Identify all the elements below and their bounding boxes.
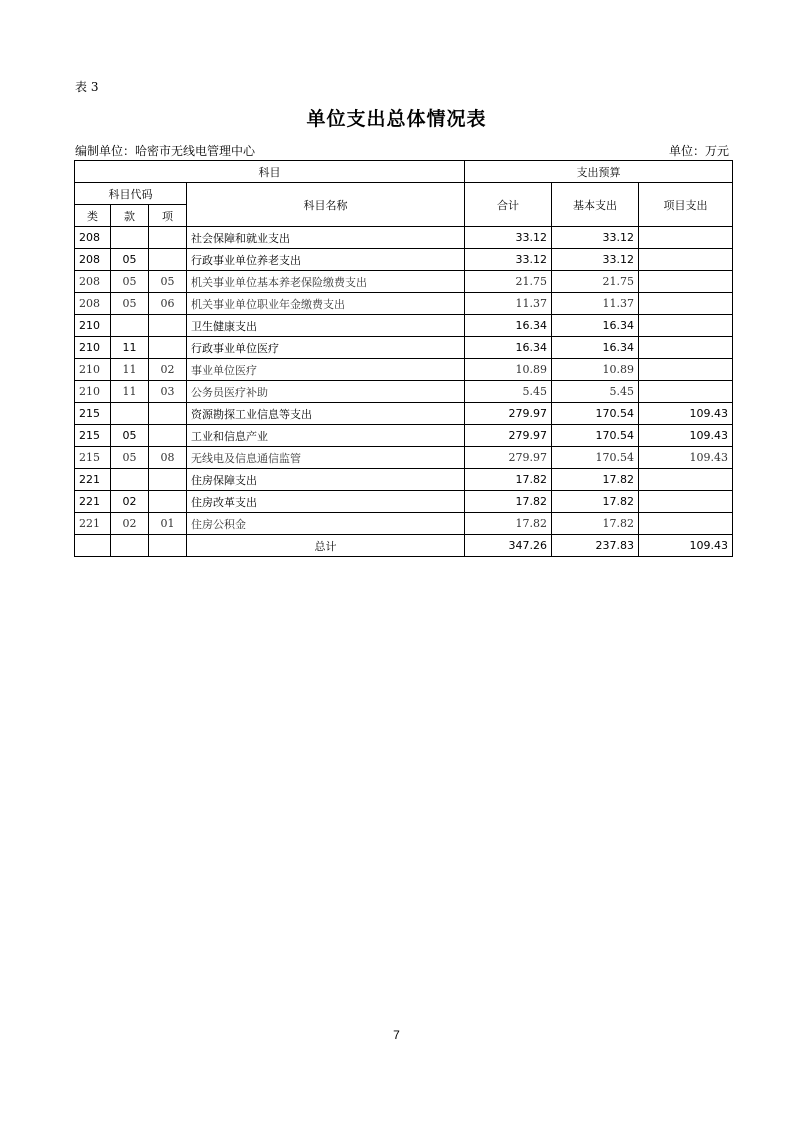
- table-row: [75, 337, 733, 359]
- table-number: 表 3: [75, 80, 99, 94]
- cell-total: 279.97: [465, 425, 552, 447]
- cell-kuan: 05: [111, 293, 149, 315]
- cell-lei: 221: [75, 513, 111, 535]
- cell-project: [639, 359, 733, 381]
- cell-kuan: [111, 469, 149, 491]
- cell-total: 33.12: [465, 249, 552, 271]
- table-row: [75, 403, 733, 425]
- cell-total: 17.82: [465, 491, 552, 513]
- cell-xiang: [149, 469, 187, 491]
- header-row-1: [75, 161, 733, 183]
- cell-xiang: [149, 315, 187, 337]
- cell-basic: 170.54: [552, 447, 639, 469]
- cell-lei: 208: [75, 293, 111, 315]
- cell-lei: 215: [75, 403, 111, 425]
- cell-project: 109.43: [639, 403, 733, 425]
- cell-total: 11.37: [465, 293, 552, 315]
- cell-total: 21.75: [465, 271, 552, 293]
- cell-xiang: [149, 227, 187, 249]
- page-title: 单位支出总体情况表: [306, 108, 487, 130]
- table-row: [75, 491, 733, 513]
- cell-xiang: 05: [149, 271, 187, 293]
- cell-total: 279.97: [465, 403, 552, 425]
- cell-basic: 16.34: [552, 337, 639, 359]
- header-xiang: 项: [149, 205, 187, 227]
- cell-kuan: [111, 315, 149, 337]
- cell-basic: 17.82: [552, 513, 639, 535]
- cell-basic: 11.37: [552, 293, 639, 315]
- cell-project: [639, 381, 733, 403]
- cell-xiang: 08: [149, 447, 187, 469]
- cell-kuan: 11: [111, 337, 149, 359]
- cell-basic: 170.54: [552, 425, 639, 447]
- header-project: 项目支出: [639, 183, 733, 227]
- cell-lei: 210: [75, 359, 111, 381]
- cell-lei: 210: [75, 315, 111, 337]
- cell-kuan: 05: [111, 447, 149, 469]
- cell-project: [639, 469, 733, 491]
- header-lei: 类: [75, 205, 111, 227]
- cell-basic: 33.12: [552, 249, 639, 271]
- cell-total: 10.89: [465, 359, 552, 381]
- cell-name: 卫生健康支出: [187, 315, 465, 337]
- cell-kuan: [111, 403, 149, 425]
- cell-name: 事业单位医疗: [187, 359, 465, 381]
- cell-xiang: [149, 403, 187, 425]
- cell-xiang: 02: [149, 359, 187, 381]
- cell-kuan: 02: [111, 491, 149, 513]
- page-number: 7: [393, 1028, 400, 1042]
- cell-xiang: [149, 337, 187, 359]
- header-code: 科目代码: [75, 183, 187, 205]
- cell-total: 5.45: [465, 381, 552, 403]
- cell-project: [639, 315, 733, 337]
- cell-basic: 17.82: [552, 491, 639, 513]
- table-row: [75, 469, 733, 491]
- header-subject: 科目: [75, 161, 465, 183]
- cell-basic: 17.82: [552, 469, 639, 491]
- cell-name: 工业和信息产业: [187, 425, 465, 447]
- cell-name: 住房改革支出: [187, 491, 465, 513]
- compiling-unit: 编制单位：哈密市无线电管理中心: [75, 144, 256, 158]
- cell-xiang: [149, 249, 187, 271]
- cell-kuan: 05: [111, 425, 149, 447]
- table-row: [75, 447, 733, 469]
- cell-lei: 215: [75, 425, 111, 447]
- cell-project: 109.43: [639, 425, 733, 447]
- cell-name: 公务员医疗补助: [187, 381, 465, 403]
- cell-kuan: 05: [111, 249, 149, 271]
- header-total: 合计: [465, 183, 552, 227]
- cell-total: 279.97: [465, 447, 552, 469]
- cell-total: 17.82: [465, 513, 552, 535]
- cell-name: 机关事业单位职业年金缴费支出: [187, 293, 465, 315]
- cell-lei: 208: [75, 227, 111, 249]
- cell-xiang: 06: [149, 293, 187, 315]
- cell-lei: 221: [75, 491, 111, 513]
- cell-kuan: [111, 227, 149, 249]
- expenditure-table: [74, 160, 733, 557]
- cell-name: 行政事业单位养老支出: [187, 249, 465, 271]
- cell-basic: 16.34: [552, 315, 639, 337]
- table-row: [75, 381, 733, 403]
- table-row: [75, 227, 733, 249]
- grand-total-sum: 347.26: [465, 535, 552, 557]
- cell-project: [639, 293, 733, 315]
- cell-lei: 208: [75, 271, 111, 293]
- cell-name: 资源勘探工业信息等支出: [187, 403, 465, 425]
- cell-xiang: [149, 491, 187, 513]
- table-row: [75, 293, 733, 315]
- cell-kuan: 05: [111, 271, 149, 293]
- cell-basic: 170.54: [552, 403, 639, 425]
- cell-lei: 208: [75, 249, 111, 271]
- cell-basic: 21.75: [552, 271, 639, 293]
- header-row-2: [75, 183, 733, 205]
- cell-project: [639, 249, 733, 271]
- cell-kuan: 02: [111, 513, 149, 535]
- cell-xiang: 01: [149, 513, 187, 535]
- currency-unit: 单位：万元: [668, 144, 729, 158]
- cell-project: [639, 491, 733, 513]
- cell-lei: 210: [75, 337, 111, 359]
- cell-project: [639, 271, 733, 293]
- cell-project: [639, 337, 733, 359]
- grand-total-row: [75, 535, 733, 557]
- cell-empty: [75, 535, 111, 557]
- cell-xiang: [149, 425, 187, 447]
- cell-name: 无线电及信息通信监管: [187, 447, 465, 469]
- grand-total-project: 109.43: [639, 535, 733, 557]
- table-row: [75, 513, 733, 535]
- cell-lei: 215: [75, 447, 111, 469]
- table-row: [75, 359, 733, 381]
- cell-project: [639, 513, 733, 535]
- table-row: [75, 249, 733, 271]
- cell-project: [639, 227, 733, 249]
- cell-total: 17.82: [465, 469, 552, 491]
- cell-total: 16.34: [465, 337, 552, 359]
- table-row: [75, 315, 733, 337]
- cell-name: 住房保障支出: [187, 469, 465, 491]
- cell-kuan: 11: [111, 359, 149, 381]
- cell-basic: 10.89: [552, 359, 639, 381]
- cell-empty: [149, 535, 187, 557]
- cell-name: 住房公积金: [187, 513, 465, 535]
- cell-name: 机关事业单位基本养老保险缴费支出: [187, 271, 465, 293]
- cell-xiang: 03: [149, 381, 187, 403]
- header-budget: 支出预算: [465, 161, 733, 183]
- cell-basic: 33.12: [552, 227, 639, 249]
- table-row: [75, 271, 733, 293]
- cell-total: 16.34: [465, 315, 552, 337]
- grand-total-label: 总计: [187, 535, 465, 557]
- grand-total-basic: 237.83: [552, 535, 639, 557]
- header-basic: 基本支出: [552, 183, 639, 227]
- header-name: 科目名称: [187, 183, 465, 227]
- table-row: [75, 425, 733, 447]
- cell-name: 社会保障和就业支出: [187, 227, 465, 249]
- cell-lei: 210: [75, 381, 111, 403]
- cell-empty: [111, 535, 149, 557]
- header-kuan: 款: [111, 205, 149, 227]
- cell-lei: 221: [75, 469, 111, 491]
- cell-basic: 5.45: [552, 381, 639, 403]
- cell-project: 109.43: [639, 447, 733, 469]
- cell-total: 33.12: [465, 227, 552, 249]
- cell-kuan: 11: [111, 381, 149, 403]
- cell-name: 行政事业单位医疗: [187, 337, 465, 359]
